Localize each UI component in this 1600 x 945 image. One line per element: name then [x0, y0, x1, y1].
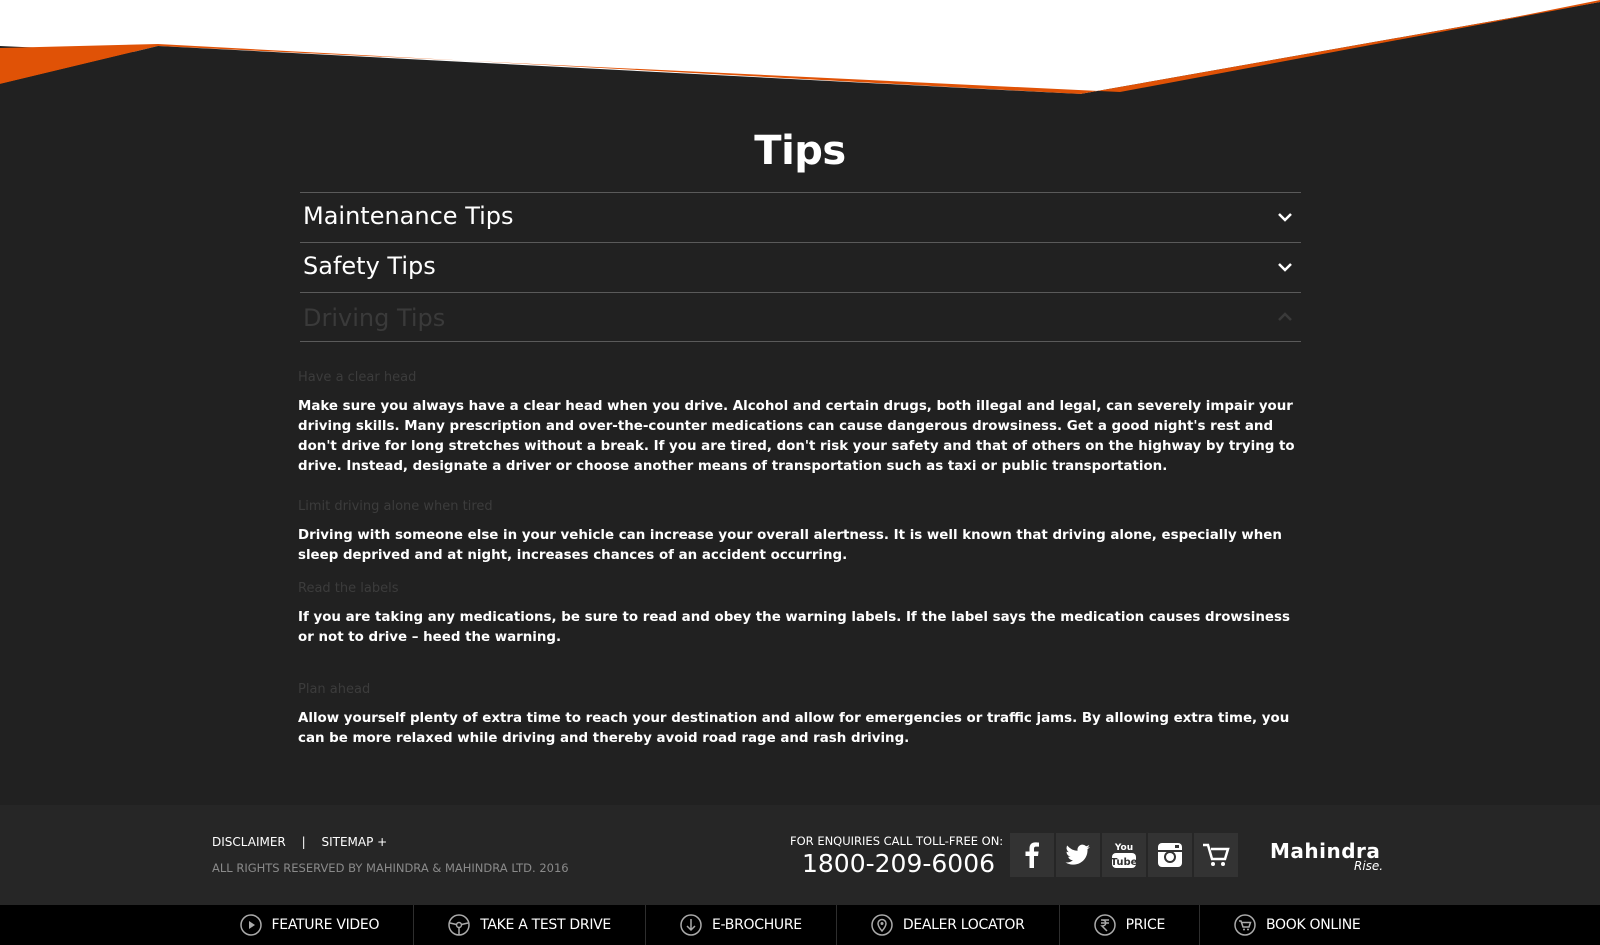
- page-title: Tips: [754, 128, 846, 174]
- shop-button[interactable]: [1194, 833, 1238, 877]
- tip-heading: Limit driving alone when tired: [298, 499, 493, 514]
- play-icon: [240, 914, 262, 936]
- tip-text: If you are taking any medications, be sure to read and obey the warning labels. If the label says the medication causes drowsiness or not to drive – heed the warning.: [298, 610, 1290, 645]
- action-bar: [0, 905, 1600, 945]
- action-label: DEALER LOCATOR: [902, 917, 1025, 933]
- brand-tagline: Rise.: [1354, 859, 1384, 873]
- shop-icon: [1202, 843, 1230, 867]
- test-drive-button[interactable]: [414, 905, 646, 945]
- chevron-down-icon: [1277, 211, 1293, 223]
- rupee-icon: [1094, 914, 1116, 936]
- disclaimer-link[interactable]: DISCLAIMER: [212, 835, 286, 849]
- accordion-safety-tips[interactable]: [300, 242, 1301, 292]
- tip-item: [298, 682, 1302, 749]
- tip-heading: Plan ahead: [298, 682, 371, 697]
- tip-item: [298, 499, 1302, 566]
- top-banner-graphic: [0, 0, 1600, 100]
- twitter-icon: [1065, 844, 1091, 866]
- facebook-icon: [1021, 842, 1043, 868]
- cart-icon: [1234, 914, 1256, 936]
- footer-links: [212, 835, 387, 849]
- youtube-icon: [1111, 840, 1137, 870]
- tip-text: Make sure you always have a clear head when you drive. Alcohol and certain drugs, both illegal and legal, can severely impair your driving skills. Many prescription and over-the-counter medications can cause dangerous drowsiness. Get a good night's rest and don't drive for long stretches without a break. If you are tired, don't risk your safety and that of others on the highway by trying to drive. Instead, designate a driver or choose another means of transportation such as taxi or public transportation.: [298, 399, 1295, 474]
- sitemap-link[interactable]: SITEMAP +: [321, 835, 388, 849]
- action-label: E-BROCHURE: [711, 917, 802, 933]
- instagram-icon: [1157, 842, 1183, 868]
- tip-text: Allow yourself plenty of extra time to reach your destination and allow for emergencies or traffic jams. By allowing extra time, you can be more relaxed while driving and thereby avoid road rage and rash driving.: [298, 711, 1290, 746]
- accordion-maintenance-tips[interactable]: [300, 192, 1301, 242]
- action-label: TAKE A TEST DRIVE: [480, 917, 611, 933]
- action-label: PRICE: [1125, 917, 1165, 933]
- tips-accordion: [300, 192, 1301, 342]
- footer: [0, 805, 1600, 905]
- svg-text:You: You: [1114, 843, 1134, 853]
- copyright-text: ALL RIGHTS RESERVED BY MAHINDRA & MAHINDRA LTD. 2016: [212, 861, 569, 875]
- link-separator: |: [301, 835, 306, 849]
- feature-video-button[interactable]: [206, 905, 415, 945]
- accordion-driving-tips[interactable]: [300, 292, 1301, 342]
- tip-item: [298, 581, 1302, 648]
- mahindra-logo[interactable]: [1270, 839, 1383, 873]
- book-online-button[interactable]: [1200, 905, 1394, 945]
- twitter-button[interactable]: [1056, 833, 1100, 877]
- accordion-label: Driving Tips: [303, 304, 446, 332]
- dealer-locator-button[interactable]: [837, 905, 1060, 945]
- toll-free-number[interactable]: 1800-209-6006: [802, 849, 996, 878]
- download-icon: [680, 914, 702, 936]
- svg-text:Tube: Tube: [1111, 857, 1137, 868]
- tip-item: [298, 370, 1302, 477]
- chevron-up-icon: [1277, 311, 1293, 323]
- tip-heading: Read the labels: [298, 581, 399, 596]
- youtube-button[interactable]: [1102, 833, 1146, 877]
- accordion-label: Safety Tips: [303, 252, 436, 280]
- tip-heading: Have a clear head: [298, 370, 417, 385]
- brand-name: Mahindra: [1270, 839, 1381, 863]
- chevron-down-icon: [1277, 261, 1293, 273]
- enquiry-label: FOR ENQUIRIES CALL TOLL-FREE ON:: [790, 834, 1004, 848]
- social-links: [1010, 833, 1238, 877]
- facebook-button[interactable]: [1010, 833, 1054, 877]
- action-label: BOOK ONLINE: [1266, 917, 1361, 933]
- tip-text: Driving with someone else in your vehicle can increase your overall alertness. It is well known that driving alone, especially when sleep deprived and at night, increases chances of an accident occurring.: [298, 528, 1282, 563]
- price-button[interactable]: [1060, 905, 1200, 945]
- location-pin-icon: [871, 914, 893, 936]
- action-label: FEATURE VIDEO: [271, 917, 380, 933]
- instagram-button[interactable]: [1148, 833, 1192, 877]
- e-brochure-button[interactable]: [646, 905, 837, 945]
- accordion-label: Maintenance Tips: [303, 202, 514, 230]
- steering-wheel-icon: [448, 914, 470, 936]
